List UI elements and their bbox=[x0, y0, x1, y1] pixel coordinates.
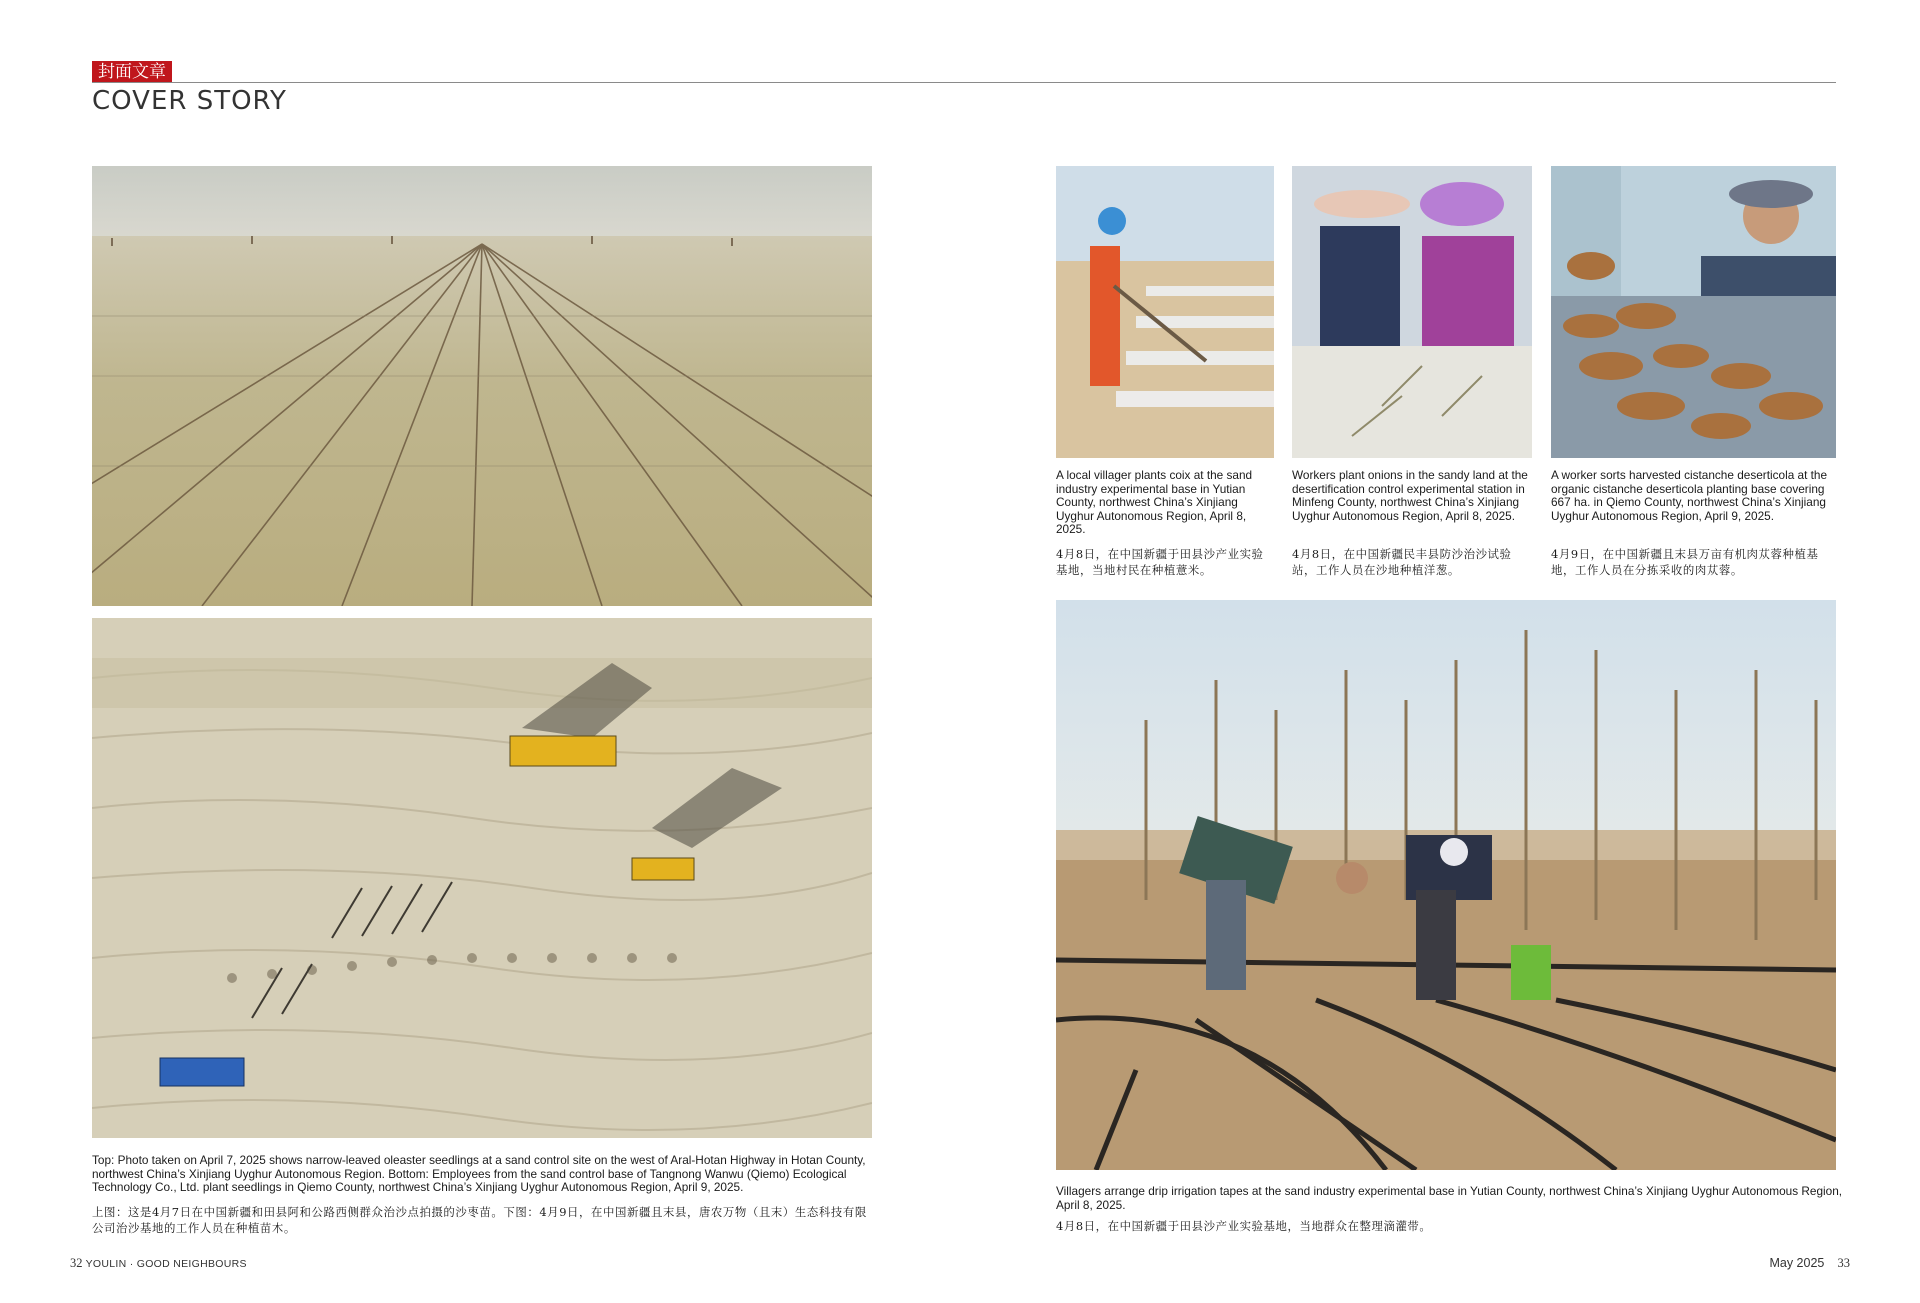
header-divider bbox=[92, 82, 1836, 83]
caption-onions-en: Workers plant onions in the sandy land at the desertification control experimental station in Minfeng County, northwest China’s Xinjiang Uyghur Autonomous Region, April 8, 2025. bbox=[1292, 468, 1528, 523]
footer-right bbox=[1769, 1256, 1850, 1271]
photo-drip-irrigation bbox=[1056, 600, 1836, 1170]
photo-worker-cistanche bbox=[1551, 166, 1836, 458]
section-title: COVER STORY bbox=[92, 86, 287, 116]
issue-month: May 2025 bbox=[1769, 1256, 1825, 1270]
caption-cistanche-en: A worker sorts harvested cistanche deserticola at the organic cistanche deserticola planting base covering 667 ha. in Qiemo County, northwest China’s Xinjiang Uyghur Autonomous Region, April 9, 2025. bbox=[1551, 468, 1828, 523]
caption-left-en: Top: Photo taken on April 7, 2025 shows narrow-leaved oleaster seedlings at a sand control site on the west of Aral-Hotan Highway in Hotan County, northwest China’s Xinjiang Uyghur Autonomous Region. Bottom: Employees from the sand control base of Tangnong Wanwu (Qiemo) Ecological Technology Co., Ltd. plant seedlings in Qiemo County, northwest China’s Xinjiang Uyghur Autonomous Region, April 9, 2025. bbox=[92, 1153, 866, 1195]
caption-left-cn: 上图：这是4月7日在中国新疆和田县阿和公路西侧群众治沙点拍摄的沙枣苗。下图：4月9日，在中国新疆且末县，唐农万物（且末）生态科技有限公司治沙基地的工作人员在种植苗木。 bbox=[92, 1205, 867, 1235]
page-number-left: 32 bbox=[70, 1256, 83, 1270]
footer-left bbox=[70, 1256, 247, 1271]
photo-aerial-planting bbox=[92, 618, 872, 1138]
caption-coix-cn: 4月8日，在中国新疆于田县沙产业实验基地，当地村民在种植薏米。 bbox=[1056, 547, 1264, 577]
section-tag: 封面文章 bbox=[92, 61, 172, 83]
photo-oleaster-seedlings bbox=[92, 166, 872, 606]
magazine-brand: YOULIN · GOOD NEIGHBOURS bbox=[85, 1258, 247, 1270]
page-number-right: 33 bbox=[1837, 1256, 1850, 1270]
caption-cistanche-cn: 4月9日，在中国新疆且末县万亩有机肉苁蓉种植基地，工作人员在分拣采收的肉苁蓉。 bbox=[1551, 547, 1819, 577]
caption-coix-en: A local villager plants coix at the sand industry experimental base in Yutian County, northwest China’s Xinjiang Uyghur Autonomous Region, April 8, 2025. bbox=[1056, 468, 1253, 537]
caption-irrigation-en: Villagers arrange drip irrigation tapes at the sand industry experimental base in Yutian County, northwest China’s Xinjiang Uyghur Autonomous Region, April 8, 2025. bbox=[1056, 1184, 1843, 1212]
caption-onions-cn: 4月8日，在中国新疆民丰县防沙治沙试验站，工作人员在沙地种植洋葱。 bbox=[1292, 547, 1512, 577]
photo-workers-onions bbox=[1292, 166, 1532, 458]
caption-irrigation-cn: 4月8日，在中国新疆于田县沙产业实验基地，当地群众在整理滴灌带。 bbox=[1056, 1219, 1432, 1233]
photo-villager-coix bbox=[1056, 166, 1274, 458]
